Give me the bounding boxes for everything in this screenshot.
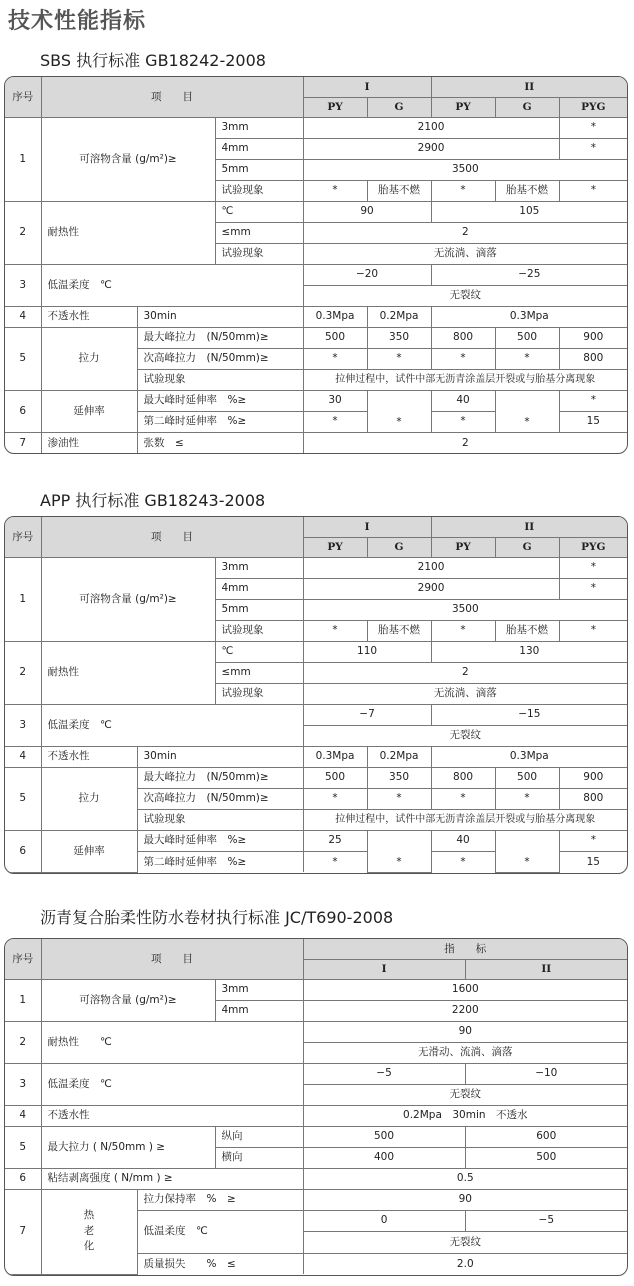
cell-value: * <box>559 578 627 599</box>
col-header-indicator: 指 标 <box>303 939 627 959</box>
cell-value: * <box>431 180 495 201</box>
sub-label: 4mm <box>215 578 303 599</box>
cell-value: 3500 <box>303 599 627 620</box>
cell-value: * <box>431 348 495 369</box>
cell-value: 800 <box>431 327 495 348</box>
page-title: 技术性能指标 <box>8 9 147 34</box>
cell-value: 无流淌、滴落 <box>303 243 627 264</box>
cell-value: 无流淌、滴落 <box>303 683 627 704</box>
cell-value: 1600 <box>303 979 627 1000</box>
row-no: 5 <box>5 767 41 830</box>
sub-label: 30min <box>137 306 303 327</box>
col-header-py: PY <box>303 97 367 117</box>
sub-label: 30min <box>137 746 303 767</box>
col-header-g: G <box>495 537 559 557</box>
cell-value: * <box>495 788 559 809</box>
cell-value: 130 <box>431 641 627 662</box>
cell-value: * <box>495 348 559 369</box>
cell-value: −7 <box>303 704 431 725</box>
col-header-item: 项 目 <box>41 517 303 557</box>
row-name: 低温柔度 ℃ <box>41 264 303 306</box>
cell-value: * <box>431 851 495 872</box>
cell-value: * <box>431 620 495 641</box>
sub-label: 次高峰拉力 (N/50mm)≥ <box>137 348 303 369</box>
col-header-item: 项 目 <box>41 939 303 979</box>
col-header-grade-II: II <box>465 959 627 979</box>
cell-value: * <box>495 830 559 872</box>
sub-label: 5mm <box>215 599 303 620</box>
cell-value: 90 <box>303 201 431 222</box>
row-name: 热 老 化 <box>41 1189 137 1274</box>
sub-label: 4mm <box>215 138 303 159</box>
row-no: 1 <box>5 557 41 641</box>
cell-value: 25 <box>303 830 367 851</box>
cell-value: * <box>303 851 367 872</box>
cell-value: 105 <box>431 201 627 222</box>
composite-table <box>4 938 628 1276</box>
sub-label: 试验现象 <box>215 620 303 641</box>
row-no: 2 <box>5 1021 41 1063</box>
cell-value: 0.3Mpa <box>431 746 627 767</box>
cell-value: 15 <box>559 851 627 872</box>
sbs-table <box>4 76 628 454</box>
col-header-g: G <box>367 537 431 557</box>
cell-value: 无裂纹 <box>303 285 627 306</box>
sub-label: 试验现象 <box>215 243 303 264</box>
col-header-no: 序号 <box>5 939 41 979</box>
cell-value: * <box>559 180 627 201</box>
cell-value: −20 <box>303 264 431 285</box>
cell-value: 0.3Mpa <box>431 306 627 327</box>
cell-value: 胎基不燃 <box>367 180 431 201</box>
cell-value: 0.2Mpa <box>367 746 431 767</box>
row-no: 6 <box>5 830 41 872</box>
cell-value: * <box>559 557 627 578</box>
sub-label: 第二峰时延伸率 %≥ <box>137 851 303 872</box>
cell-value: 胎基不燃 <box>495 620 559 641</box>
cell-value: 900 <box>559 327 627 348</box>
sub-label: 3mm <box>215 117 303 138</box>
sub-label: ℃ <box>215 201 303 222</box>
row-no: 3 <box>5 264 41 306</box>
sub-label: 最大峰拉力 (N/50mm)≥ <box>137 327 303 348</box>
cell-value: 无裂纹 <box>303 1231 627 1253</box>
cell-value: 2200 <box>303 1000 627 1021</box>
row-name: 不透水性 <box>41 1105 303 1126</box>
cell-value: 0.2Mpa 30min 不透水 <box>303 1105 627 1126</box>
cell-value: 500 <box>303 767 367 788</box>
sub-label: 5mm <box>215 159 303 180</box>
cell-value: 无滑动、流淌、滴落 <box>303 1042 627 1063</box>
row-no: 5 <box>5 327 41 390</box>
cell-value: −5 <box>465 1210 627 1231</box>
sub-label: 4mm <box>215 1000 303 1021</box>
sub-label: 次高峰拉力 (N/50mm)≥ <box>137 788 303 809</box>
cell-value: 2.0 <box>303 1253 627 1274</box>
cell-value: 0.5 <box>303 1168 627 1189</box>
cell-value: −5 <box>303 1063 465 1084</box>
cell-value: * <box>367 788 431 809</box>
cell-value: 800 <box>431 767 495 788</box>
cell-value: * <box>495 390 559 432</box>
cell-value: 0.3Mpa <box>303 746 367 767</box>
composite-section-title: 沥青复合胎柔性防水卷材执行标准 JC/T690-2008 <box>40 908 394 927</box>
col-header-pyg: PYG <box>559 97 627 117</box>
cell-value: 800 <box>559 348 627 369</box>
sub-label: ≤mm <box>215 662 303 683</box>
cell-value: 拉伸过程中，试件中部无沥青涂盖层开裂或与胎基分离现象 <box>303 809 627 830</box>
cell-value: 拉伸过程中，试件中部无沥青涂盖层开裂或与胎基分离现象 <box>303 369 627 390</box>
row-no: 4 <box>5 306 41 327</box>
row-no: 2 <box>5 201 41 264</box>
cell-value: * <box>303 348 367 369</box>
sbs-section-title: SBS 执行标准 GB18242-2008 <box>40 51 266 70</box>
cell-value: * <box>303 411 367 432</box>
app-section-title: APP 执行标准 GB18243-2008 <box>40 491 266 510</box>
col-header-pyg: PYG <box>559 537 627 557</box>
row-no: 3 <box>5 704 41 746</box>
cell-value: 胎基不燃 <box>367 620 431 641</box>
row-no: 7 <box>5 1189 41 1274</box>
cell-value: 0.3Mpa <box>303 306 367 327</box>
sub-label: 张数 ≤ <box>137 432 303 453</box>
col-header-grade-I: I <box>303 959 465 979</box>
cell-value: 400 <box>303 1147 465 1168</box>
row-name: 渗油性 <box>41 432 137 453</box>
row-name: 拉力 <box>41 327 137 390</box>
col-header-item: 项 目 <box>41 77 303 117</box>
cell-value: * <box>559 117 627 138</box>
row-name: 可溶物含量 (g/m²)≥ <box>41 557 215 641</box>
sub-label: 试验现象 <box>137 369 303 390</box>
cell-value: 500 <box>465 1147 627 1168</box>
cell-value: 500 <box>495 327 559 348</box>
cell-value: 500 <box>303 327 367 348</box>
row-name: 不透水性 <box>41 746 137 767</box>
cell-value: 350 <box>367 327 431 348</box>
sub-label: 拉力保持率 % ≥ <box>137 1189 303 1210</box>
cell-value: 2900 <box>303 578 559 599</box>
sub-label: 低温柔度 ℃ <box>137 1210 303 1253</box>
sub-label: 试验现象 <box>215 180 303 201</box>
col-header-grade-I: I <box>303 77 431 97</box>
row-name: 最大拉力 ( N/50mm ) ≥ <box>41 1126 215 1168</box>
sub-label: 纵向 <box>215 1126 303 1147</box>
cell-value: * <box>559 390 627 411</box>
cell-value: 2900 <box>303 138 559 159</box>
row-no: 7 <box>5 432 41 453</box>
row-name: 不透水性 <box>41 306 137 327</box>
row-no: 5 <box>5 1126 41 1168</box>
sub-label: 3mm <box>215 557 303 578</box>
sub-label: 试验现象 <box>215 683 303 704</box>
row-name: 耐热性 <box>41 201 215 264</box>
cell-value: 2100 <box>303 557 559 578</box>
cell-value: 500 <box>303 1126 465 1147</box>
cell-value: −25 <box>431 264 627 285</box>
cell-value: 900 <box>559 767 627 788</box>
sub-label: 试验现象 <box>137 809 303 830</box>
cell-value: 胎基不燃 <box>495 180 559 201</box>
cell-value: 800 <box>559 788 627 809</box>
row-name: 耐热性 <box>41 641 215 704</box>
cell-value: 40 <box>431 830 495 851</box>
row-name: 耐热性 ℃ <box>41 1021 303 1063</box>
cell-value: 90 <box>303 1021 627 1042</box>
cell-value: * <box>367 348 431 369</box>
row-no: 6 <box>5 1168 41 1189</box>
col-header-grade-II: II <box>431 517 627 537</box>
row-name: 可溶物含量 (g/m²)≥ <box>41 117 215 201</box>
col-header-no: 序号 <box>5 77 41 117</box>
cell-value: * <box>431 411 495 432</box>
cell-value: 3500 <box>303 159 627 180</box>
row-name: 粘结剥离强度 ( N/mm ) ≥ <box>41 1168 303 1189</box>
col-header-no: 序号 <box>5 517 41 557</box>
cell-value: 0 <box>303 1210 465 1231</box>
sub-label: ≤mm <box>215 222 303 243</box>
sub-label: ℃ <box>215 641 303 662</box>
cell-value: 90 <box>303 1189 627 1210</box>
col-header-py: PY <box>431 537 495 557</box>
sub-label: 第二峰时延伸率 %≥ <box>137 411 303 432</box>
sub-label: 最大峰拉力 (N/50mm)≥ <box>137 767 303 788</box>
cell-value: −10 <box>465 1063 627 1084</box>
col-header-py: PY <box>431 97 495 117</box>
row-no: 2 <box>5 641 41 704</box>
cell-value: 2 <box>303 662 627 683</box>
sub-label: 质量损失 % ≤ <box>137 1253 303 1274</box>
cell-value: 2 <box>303 222 627 243</box>
row-no: 4 <box>5 746 41 767</box>
cell-value: * <box>431 788 495 809</box>
cell-value: 350 <box>367 767 431 788</box>
row-no: 1 <box>5 117 41 201</box>
sub-label: 最大峰时延伸率 %≥ <box>137 390 303 411</box>
cell-value: −15 <box>431 704 627 725</box>
cell-value: 2100 <box>303 117 559 138</box>
cell-value: * <box>303 788 367 809</box>
cell-value: 110 <box>303 641 431 662</box>
cell-value: 30 <box>303 390 367 411</box>
cell-value: 15 <box>559 411 627 432</box>
cell-value: * <box>303 620 367 641</box>
row-no: 1 <box>5 979 41 1021</box>
cell-value: 40 <box>431 390 495 411</box>
row-name: 低温柔度 ℃ <box>41 704 303 746</box>
cell-value: * <box>559 830 627 851</box>
col-header-py: PY <box>303 537 367 557</box>
col-header-grade-II: II <box>431 77 627 97</box>
row-name: 延伸率 <box>41 390 137 432</box>
cell-value: 500 <box>495 767 559 788</box>
row-name: 可溶物含量 (g/m²)≥ <box>41 979 215 1021</box>
row-name: 低温柔度 ℃ <box>41 1063 303 1105</box>
cell-value: 600 <box>465 1126 627 1147</box>
cell-value: 无裂纹 <box>303 1084 627 1105</box>
row-name: 延伸率 <box>41 830 137 872</box>
row-name: 拉力 <box>41 767 137 830</box>
cell-value: 2 <box>303 432 627 453</box>
cell-value: * <box>367 390 431 432</box>
cell-value: 0.2Mpa <box>367 306 431 327</box>
app-table <box>4 516 628 874</box>
cell-value: * <box>303 180 367 201</box>
sub-label: 3mm <box>215 979 303 1000</box>
cell-value: * <box>559 620 627 641</box>
col-header-g: G <box>495 97 559 117</box>
cell-value: * <box>559 138 627 159</box>
row-no: 4 <box>5 1105 41 1126</box>
col-header-grade-I: I <box>303 517 431 537</box>
row-no: 6 <box>5 390 41 432</box>
row-no: 3 <box>5 1063 41 1105</box>
cell-value: 无裂纹 <box>303 725 627 746</box>
sub-label: 横向 <box>215 1147 303 1168</box>
sub-label: 最大峰时延伸率 %≥ <box>137 830 303 851</box>
col-header-g: G <box>367 97 431 117</box>
cell-value: * <box>367 830 431 872</box>
